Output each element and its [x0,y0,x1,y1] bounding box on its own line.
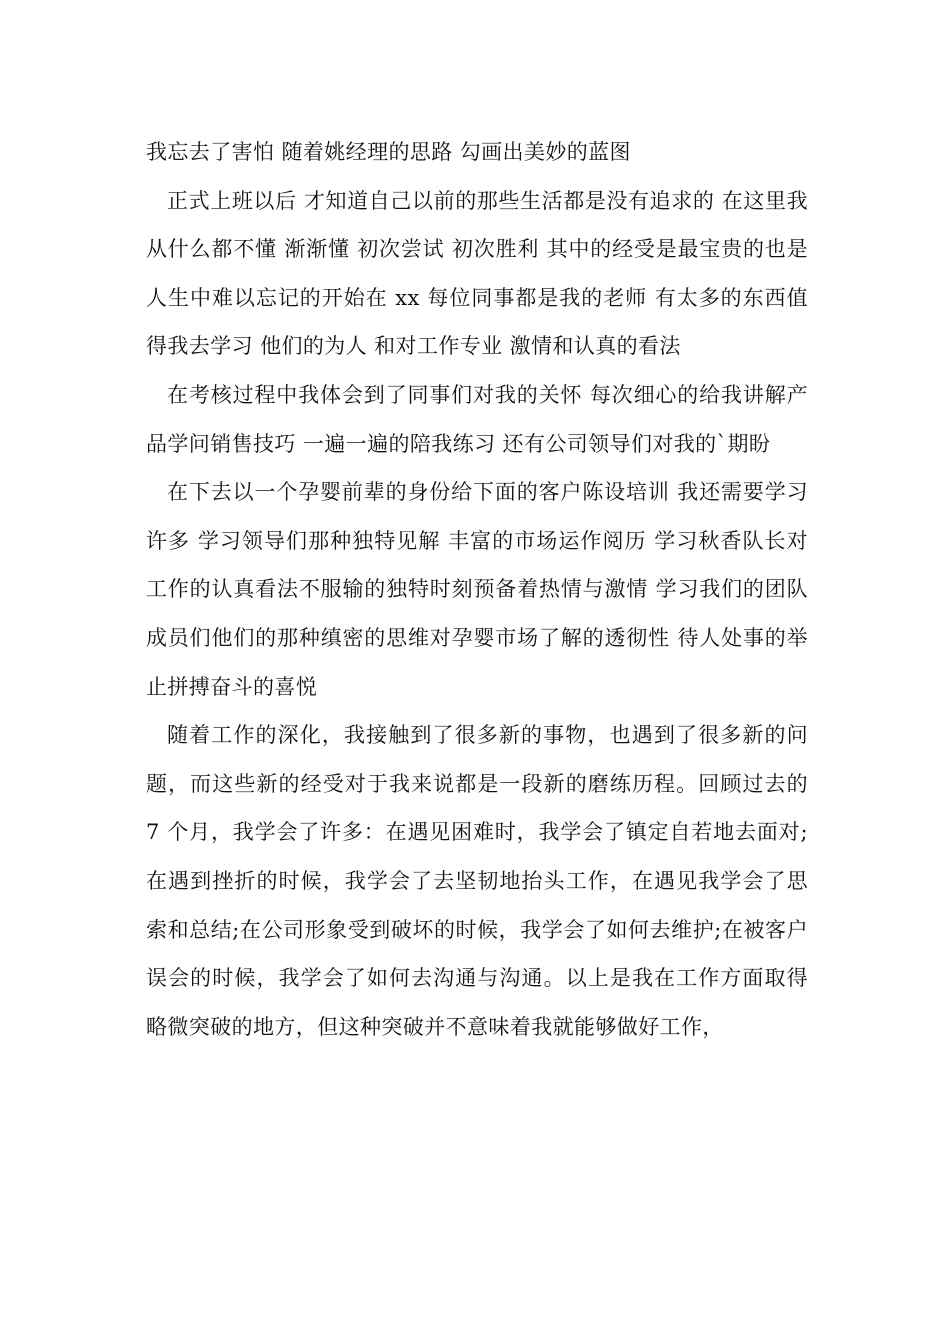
paragraph-4: 在下去以一个孕婴前辈的身份给下面的客户陈设培训 我还需要学习许多 学习领导们那种独特见解 丰富的市场运作阅历 学习秋香队长对工作的认真看法不服输的独特时刻预备着热情与激情 学习我们的团队成员们他们的那种缜密的思维对孕婴市场了解的透彻性 待人处事的举止拼搏奋斗的喜悦 [146,480,808,699]
document-body [146,128,808,1051]
paragraph-2: 正式上班以后 才知道自己以前的那些生活都是没有追求的 在这里我从什么都不懂 渐渐懂 初次尝试 初次胜利 其中的经受是最宝贵的也是人生中难以忘记的开始在 xx 每位同事都是我的老师 有太多的东西值得我去学习 他们的为人 和对工作专业 激情和认真的看法 [146,188,808,359]
paragraph-5: 随着工作的深化，我接触到了很多新的事物，也遇到了很多新的问题，而这些新的经受对于我来说都是一段新的磨练历程。回顾过去的 7 个月，我学会了许多：在遇见困难时，我学会了镇定自若地去面对;在遇到挫折的时候，我学会了去坚韧地抬头工作，在遇见我学会了思索和总结;在公司形象受到破坏的时候，我学会了如何去维护;在被客户误会的时候，我学会了如何去沟通与沟通。以上是我在工作方面取得略微突破的地方，但这种突破并不意味着我就能够做好工作， [146,723,808,1039]
paragraph-1: 我忘去了害怕 随着姚经理的思路 勾画出美妙的蓝图 [146,140,631,164]
paragraph-3: 在考核过程中我体会到了同事们对我的关怀 每次细心的给我讲解产品学问销售技巧 一遍一遍的陪我练习 还有公司领导们对我的`期盼 [146,382,808,456]
